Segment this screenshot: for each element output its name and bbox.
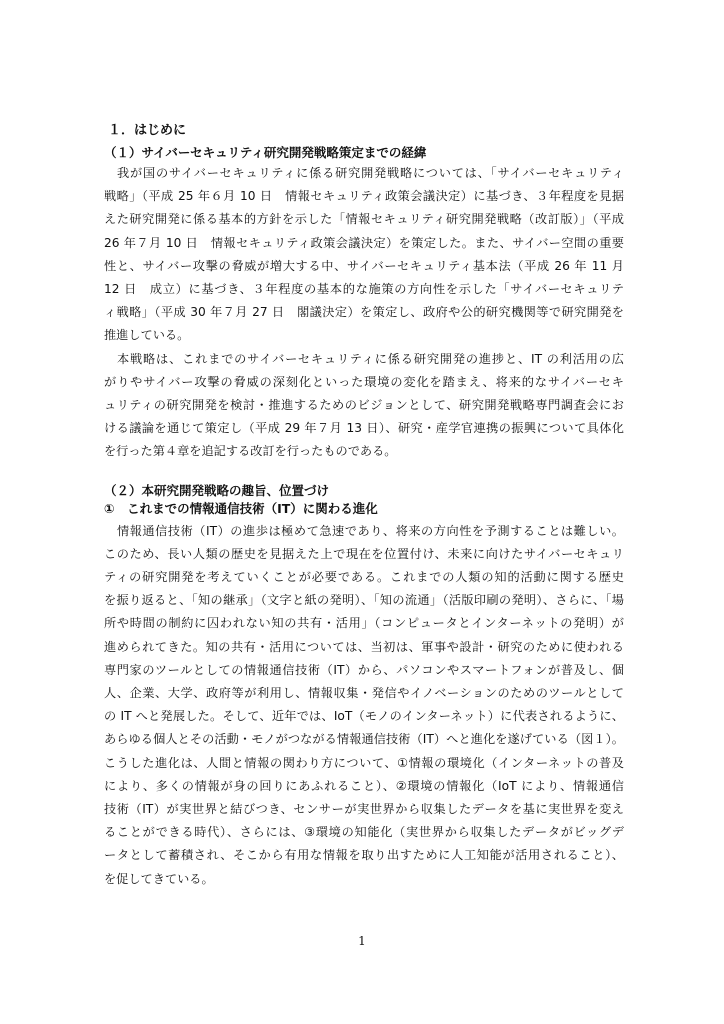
subsection-heading: ① これまでの情報通信技術（IT）に関わる進化 <box>104 500 378 516</box>
paragraph-line: ける議論を通じて策定し（平成 29 年７月 13 日）、研究・産学官連携の振興について具体化 <box>104 421 624 436</box>
paragraph-line: 情報通信技術（IT）の進歩は極めて急速であり、将来の方向性を予測することは難しい。 <box>117 523 624 538</box>
paragraph-line: がりやサイバー攻撃の脅威の深刻化といった環境の変化を踏まえ、将来的なサイバーセキ <box>104 374 624 389</box>
paragraph-line: こうした進化は、人間と情報の関わり方について、①情報の環境化（インターネットの普及 <box>104 755 624 770</box>
section-1-paragraph-2 <box>104 348 624 464</box>
page-number: 1 <box>358 934 366 948</box>
page-content <box>104 122 624 891</box>
paragraph-line: 12 日 成立）に基づき、３年程度の基本的な施策の方向性を示した「サイバーセキュリテ <box>104 282 624 297</box>
paragraph-line: ィ戦略」（平成 30 年７月 27 日 閣議決定）を策定し、政府や公的研究機関等で研究開発を <box>104 305 624 320</box>
paragraph-line: を促してきている。 <box>104 871 214 886</box>
paragraph-line: ティの研究開発を考えていくことが必要である。これまでの人類の知的活動に関する歴史 <box>104 570 624 585</box>
section-1-heading: （１）サイバーセキュリティ研究開発戦略策定までの経緯 <box>104 145 427 160</box>
paragraph-line: 所や時間の制約に囚われない知の共有・活用」（コンピュータとインターネットの発明）が <box>104 616 624 631</box>
paragraph-line: ュリティの研究開発を検討・推進するためのビジョンとして、研究開発戦略専門調査会にお <box>104 398 624 413</box>
section-1-paragraph-1 <box>104 162 624 348</box>
paragraph-line: を行った第４章を追記する改訂を行ったものである。 <box>104 444 397 459</box>
section-2-heading: （２）本研究開発戦略の趣旨、位置づけ <box>104 482 330 498</box>
paragraph-line: 技術（IT）が実世界と結びつき、センサーが実世界から収集したデータを基に実世界を変え <box>104 802 624 817</box>
section-spacer <box>104 464 624 482</box>
section-2-paragraph <box>104 520 624 891</box>
paragraph-line: 性と、サイバー攻撃の脅威が増大する中、サイバーセキュリティ基本法（平成 26 年 11 月 <box>104 258 624 273</box>
paragraph-line: 本戦略は、これまでのサイバーセキュリティに係る研究開発の進捗と、IT の利活用の広 <box>117 351 624 366</box>
paragraph-line: 我が国のサイバーセキュリティに係る研究開発戦略については、「サイバーセキュリティ <box>117 166 624 180</box>
paragraph-line: 進められてきた。知の共有・活用については、当初は、軍事や設計・研究のために使われる <box>104 639 624 654</box>
paragraph-line: あらゆる個人とその活動・モノがつながる情報通信技術（IT）へと進化を遂げている（図１）。 <box>104 732 624 747</box>
paragraph-line: により、多くの情報が身の回りにあふれること）、②環境の情報化（IoT により、情報通信 <box>104 778 624 793</box>
paragraph-line: このため、長い人類の歴史を見据えた上で現在を位置付け、未来に向けたサイバーセキュリ <box>104 546 624 561</box>
paragraph-line: 戦略」（平成 25 年６月 10 日 情報セキュリティ政策会議決定）に基づき、３年程度を見据 <box>104 189 624 204</box>
paragraph-line: の IT へと発展した。そして、近年では、IoT（モノのインターネット）に代表されるように、 <box>104 709 624 724</box>
paragraph-line: ることができる時代）、さらには、③環境の知能化（実世界から収集したデータがビッグデ <box>104 825 624 840</box>
paragraph-line: を振り返ると、「知の継承」（文字と紙の発明）、「知の流通」（活版印刷の発明）、さらに、「場 <box>104 593 624 608</box>
paragraph-line: ータとして蓄積され、そこから有用な情報を取り出すために人工知能が活用されること）、 <box>104 848 624 863</box>
paragraph-line: えた研究開発に係る基本的方針を示した「情報セキュリティ研究開発戦略（改訂版）」（平成 <box>104 212 624 227</box>
paragraph-line: 26 年７月 10 日 情報セキュリティ政策会議決定）を策定した。また、サイバー空間の重要 <box>104 235 624 250</box>
chapter-heading: １．はじめに <box>108 123 187 138</box>
paragraph-line: 推進している。 <box>104 328 190 343</box>
paragraph-line: 人、企業、大学、政府等が利用し、情報収集・発信やイノベーションのためのツールとして <box>104 686 624 701</box>
paragraph-line: 専門家のツールとしての情報通信技術（IT）から、パソコンやスマートフォンが普及し、個 <box>104 662 624 677</box>
